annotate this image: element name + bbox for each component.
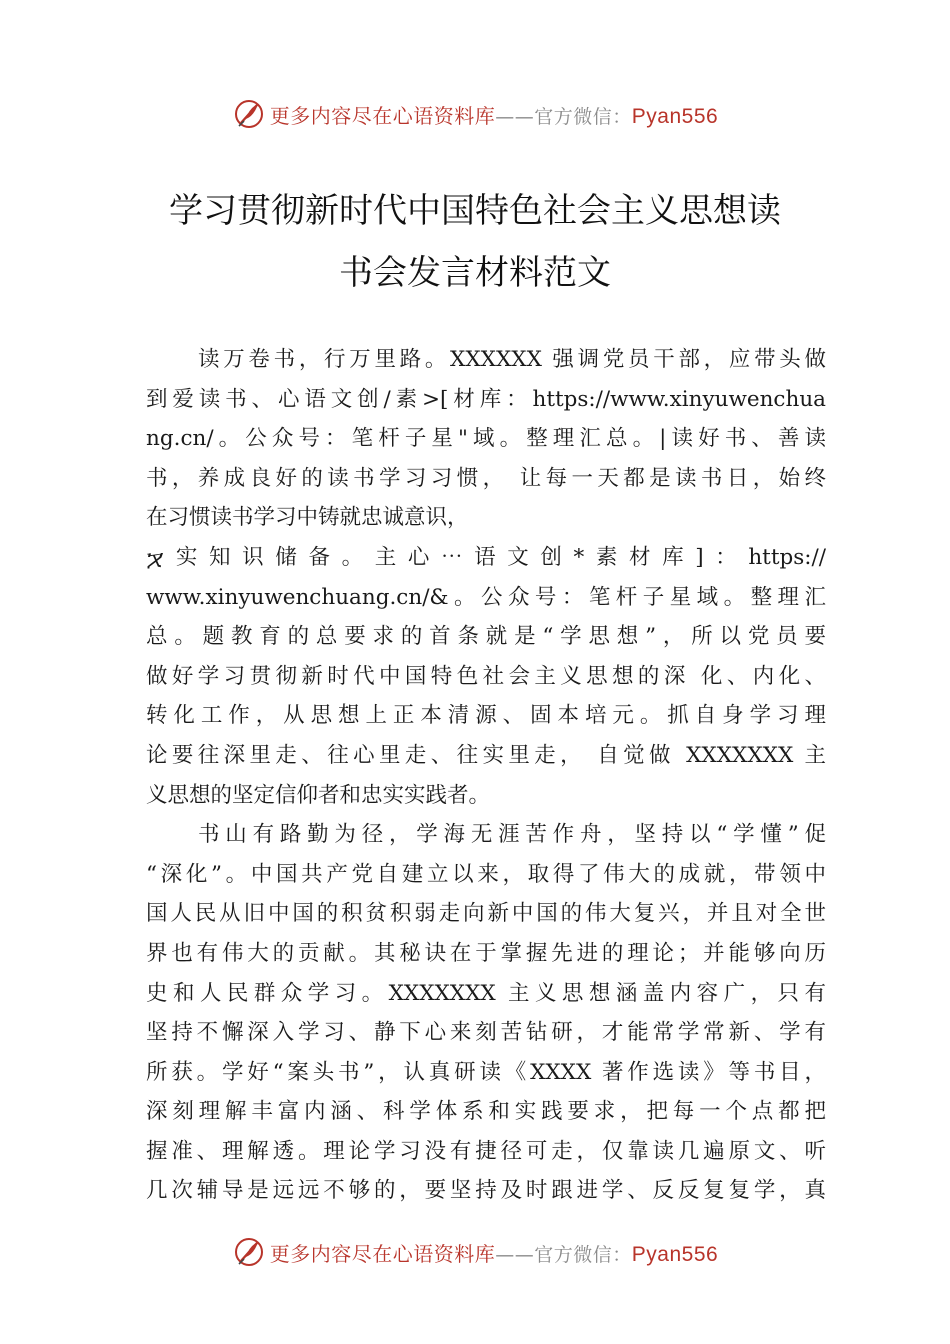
text-line: 坚持不懈深入学习、静下心来刻苦钻研，才能常学常新、学有: [146, 1020, 826, 1046]
text-line: ⴟ实知识储备。主心⋯语文创*素材库]：https://: [146, 544, 826, 570]
text-line: 读万卷书，行万里路。XXXXXX 强调党员干部，应带头做: [198, 347, 826, 372]
text-line: 做好学习贯彻新时代中国特色社会主义思想的深 化、内化、: [146, 663, 826, 689]
text-line: www.xinyuwenchuang.cn/&。公众号：笔杆子星域。整理汇: [146, 584, 826, 610]
text-line: 论要往深里走、往心里走、往实里走， 自觉做 XXXXXXX 主: [146, 742, 826, 768]
text-line: 界也有伟大的贡献。其秘诀在于掌握先进的理论；并能够向历: [146, 940, 826, 966]
text-line: 几次辅导是远远不够的，要坚持及时跟进学、反反复复学，真: [146, 1178, 826, 1204]
banner-official: 官方微信：: [534, 1243, 632, 1266]
text-line: 在习惯读书学习中铸就忠诚意识，: [146, 505, 469, 531]
banner-wechat-id: Pyan556: [631, 1242, 719, 1266]
banner-official: 官方微信：: [534, 105, 632, 128]
title-line-2: 书会发言材料范文: [339, 253, 611, 293]
banner-prefix: 更多内容尽在心语资料库: [269, 1241, 496, 1266]
text-line: 总。题教育的总要求的首条就是“学思想”，所以党员要: [146, 624, 826, 650]
text-line: 深刻理解丰富内涵、科学体系和实践要求，把每一个点都把: [146, 1099, 826, 1125]
header-banner: [0, 94, 950, 134]
paragraph-1: [146, 340, 826, 815]
text-line: “深化”。中国共产党自建立以来，取得了伟大的成就，带领中: [146, 861, 826, 887]
banner-text: [270, 1238, 718, 1267]
text-line: 到爱读书、心语文创/素>[材库：https://www.xinyuwenchua: [146, 386, 826, 412]
footer-banner: [0, 1232, 950, 1272]
text-line: 所获。学好“案头书”，认真研读《XXXX 著作选读》等书目，: [146, 1059, 826, 1085]
document-body: [146, 340, 826, 1211]
text-line: 国人民从旧中国的积贫积弱走向新中国的伟大复兴，并且对全世: [146, 901, 826, 927]
quill-logo-icon: [232, 97, 266, 131]
paragraph-2: [146, 815, 826, 1211]
banner-prefix: 更多内容尽在心语资料库: [269, 103, 496, 128]
text-line: 义思想的坚定信仰者和忠实实践者。: [146, 782, 491, 808]
banner-wechat-id: Pyan556: [631, 104, 719, 128]
text-line: 书山有路勤为径，学海无涯苦作舟，坚持以“学懂”促: [198, 822, 826, 848]
text-line: 转化工作，从思想上正本清源、固本培元。抓自身学习理: [146, 703, 826, 729]
document-title: [100, 180, 850, 304]
text-line: 史和人民群众学习。XXXXXXX 主义思想涵盖内容广，只有: [146, 980, 826, 1006]
banner-text: [270, 100, 718, 129]
text-line: 书，养成良好的读书学习习惯， 让每一天都是读书日，始终: [146, 465, 826, 491]
banner-dash: ——: [495, 1243, 535, 1266]
banner-dash: ——: [495, 105, 535, 128]
text-line: ng.cn/。公众号：笔杆子星"域。整理汇总。|读好书、善读: [146, 426, 826, 452]
text-line: 握准、理解透。理论学习没有捷径可走，仅靠读几遍原文、听: [146, 1138, 826, 1164]
title-line-1: 学习贯彻新时代中国特色社会主义思想读: [169, 191, 781, 231]
quill-logo-icon: [232, 1235, 266, 1269]
